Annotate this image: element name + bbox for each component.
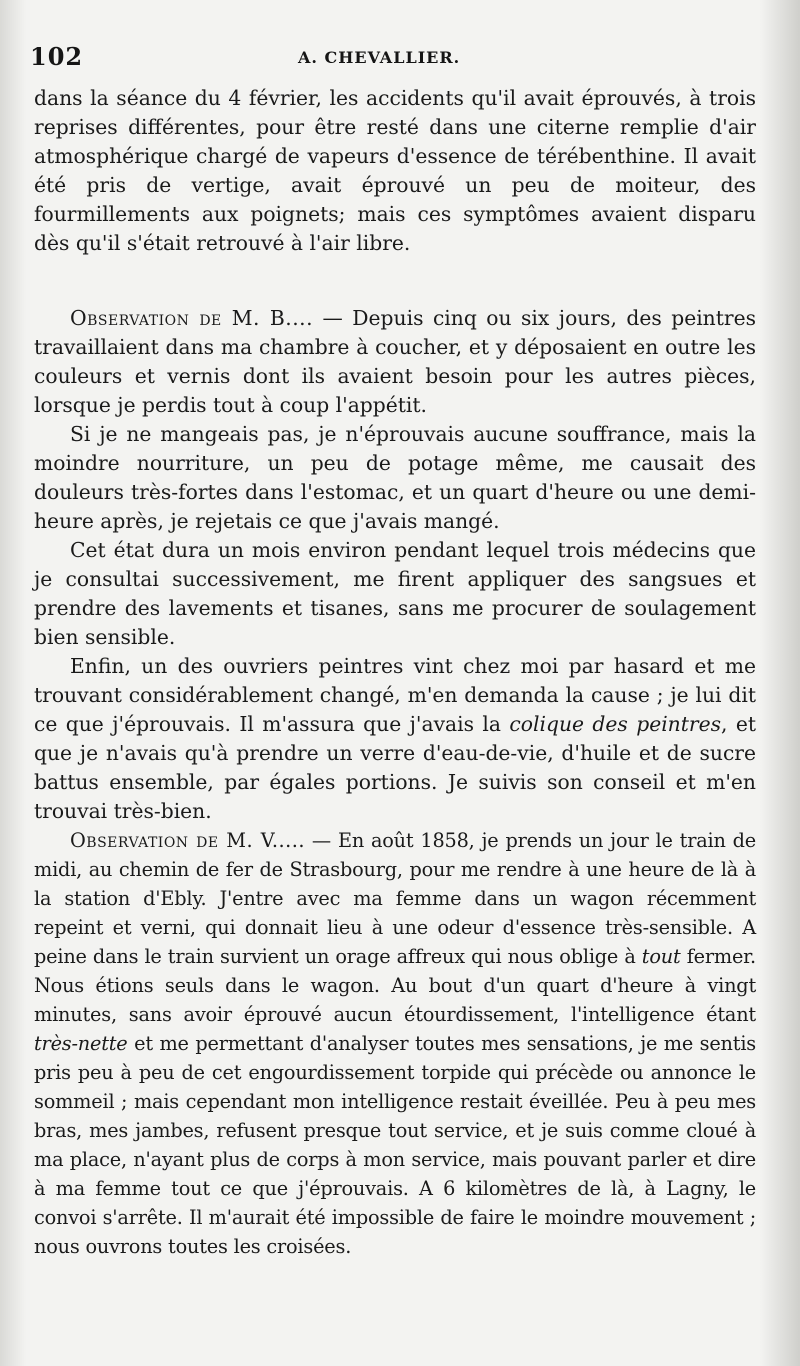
observation-v-text-2: fermer. Nous étions seuls dans le wagon. Au bout d'un quart d'heure à vingt minutes, sans avoir éprouvé aucun étourdissement, l'intelligence étant bbox=[34, 945, 756, 1026]
paragraph-continuation: dans la séance du 4 février, les accidents qu'il avait éprouvés, à trois reprises différentes, pour être resté dans une citerne remplie d'air atmosphérique chargé de vapeurs d'essence de térébenthine. Il avait été pris de vertige, avait éprouvé un peu de moiteur, des fourmillements aux poignets; mais ces symptômes avaient disparu dès qu'il s'était retrouvé à l'air libre. bbox=[34, 86, 756, 255]
observation-heading-v: Observation de M. V..... bbox=[70, 829, 305, 852]
observation-v-text-3: et me permettant d'analyser toutes mes sensations, je me sentis pris peu à peu de cet engourdissement torpide qui précède ou annonce le sommeil ; mais cependant mon intelligence restait éveillée. Peu à peu mes bras, mes jambes, refusent presque tout service, et je suis comme cloué à ma place, n'ayant plus de corps à mon service, mais pouvant parler et dire à ma femme tout ce que j'éprouvais. A 6 kilomètres de là, à Lagny, le convoi s'arrête. Il m'aurait été impossible de faire le moindre mouvement ; nous ouvrons toutes les croisées. bbox=[34, 1032, 756, 1258]
paragraph-observation-v bbox=[34, 826, 756, 1261]
page-header bbox=[30, 42, 770, 78]
remedy-text-end: , et que je n'avais qu'à prendre un verre d'eau-de-vie, d'huile et de sucre battus ensemble, par égales portions. Je suivis son conseil et m'en trouvai très-bien. bbox=[34, 712, 757, 823]
page-number: 102 bbox=[30, 42, 84, 71]
observation-b-text: — Depuis cinq ou six jours, des peintres travaillaient dans ma chambre à coucher, et y déposaient en outre les couleurs et vernis dont ils avaient besoin pour les autres pièces, lorsque je perdis tout à coup l'appétit. bbox=[34, 306, 756, 417]
observation-heading-b: Observation de M. B.... bbox=[70, 306, 314, 330]
body-text bbox=[34, 84, 756, 1261]
observation-v-italic-2: très-nette bbox=[34, 1032, 128, 1055]
running-head: A. CHEVALLIER. bbox=[298, 48, 461, 67]
observation-v-text-1: — En août 1858, je prends un jour le train de midi, au chemin de fer de Strasbourg, pour me rendre à une heure de là à la station d'Ebly. J'entre avec ma femme dans un wagon récemment repeint et verni, qui donnait lieu à une odeur d'essence très-sensible. A peine dans le train survient un orage affreux qui nous oblige à bbox=[34, 829, 756, 968]
paragraph-treatment: Cet état dura un mois environ pendant lequel trois médecins que je consultai successivement, me firent appliquer des sangsues et prendre des lavements et tisanes, sans me procurer de soulagement bien sensible. bbox=[34, 538, 756, 649]
observation-v-italic-1: tout bbox=[641, 945, 681, 968]
paragraph-remedy bbox=[34, 652, 756, 826]
paragraph-symptoms: Si je ne mangeais pas, je n'éprouvais aucune souffrance, mais la moindre nourriture, un peu de potage même, me causait des douleurs très-fortes dans l'estomac, et un quart d'heure ou une demi-heure après, je rejetais ce que j'avais mangé. bbox=[34, 422, 756, 533]
remedy-italic-term: colique des peintres bbox=[509, 712, 721, 736]
paragraph-observation-b bbox=[34, 304, 756, 420]
remedy-text-start: Enfin, un des ouvriers peintres vint chez moi par hasard et me trouvant considérablement changé, m'en demanda la cause ; je lui dit ce que j'éprouvais. Il m'assura que j'avais la bbox=[34, 654, 756, 736]
